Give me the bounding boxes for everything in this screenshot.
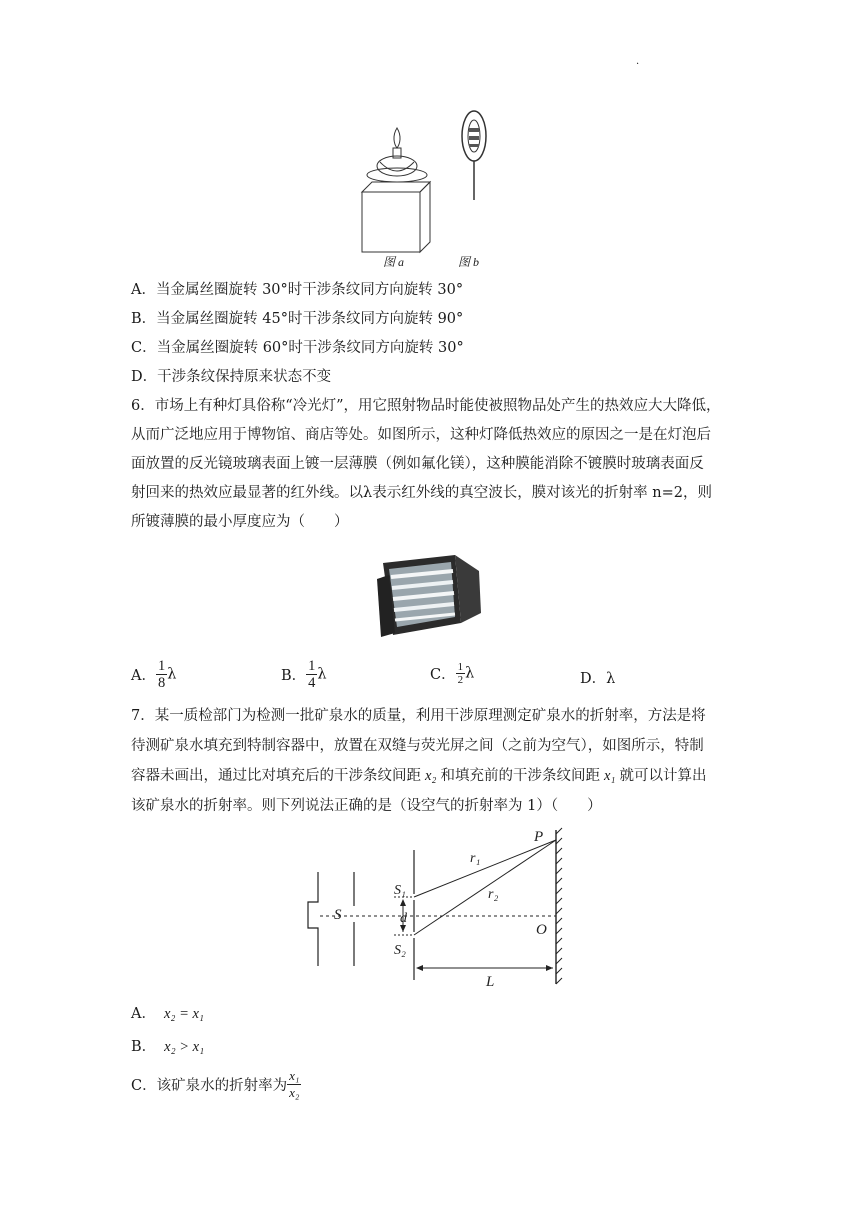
label-O: O [536, 922, 547, 938]
cold-light-lamp-image [375, 553, 485, 641]
q6-option-c-den: 2 [457, 674, 464, 686]
q7-option-b [131, 1037, 204, 1057]
q6-option-b-suffix: λ [317, 666, 327, 683]
q6-option-c-suffix: λ [465, 665, 475, 682]
figure-ab-drawing [340, 100, 520, 272]
figure-b-caption: 图 b [458, 255, 480, 269]
q7-option-c-fraction [287, 1068, 301, 1101]
q5-option-c: C．当金属丝圈旋转 60°时干涉条纹同方向旋转 30° [131, 340, 464, 356]
q6-option-a-label: A． [131, 668, 156, 684]
q6-line-5: 所镀薄膜的最小厚度应为（ ） [131, 514, 349, 530]
q6-line-4: 射回来的热效应最显著的红外线。以λ表示红外线的真空波长，膜对该光的折射率 n=2，则 [131, 485, 713, 501]
q6-option-a-num: 1 [157, 658, 166, 674]
q7-option-a-expr: x₂ = x₁ [163, 1006, 204, 1022]
q7-option-c-num: x₁ [289, 1068, 300, 1083]
q6-option-d-label: D． [580, 671, 607, 687]
double-slit-diagram [290, 824, 580, 994]
q7-option-a [131, 1004, 204, 1024]
q7-x2: x₂ [425, 768, 437, 784]
q7-option-b-expr: x₂ > x₁ [164, 1039, 205, 1055]
q7-option-c-text: 该矿泉水的折射率为 [156, 1078, 288, 1094]
label-L: L [486, 974, 495, 990]
label-d: d [400, 911, 407, 926]
q7-option-c-den: x₂ [289, 1085, 300, 1100]
label-S: S [334, 907, 342, 923]
q7-option-c [131, 1068, 301, 1101]
q7-line-3c: 就可以计算出 [619, 768, 707, 784]
label-r2: r₂ [488, 887, 499, 902]
q6-line-2: 从而广泛地应用于博物馆、商店等处。如图所示，这种灯降低热效应的原因之一是在灯泡后 [131, 427, 711, 443]
q7-line-3b: 和填充前的干涉条纹间距 [440, 768, 600, 784]
q6-option-a-fraction [156, 658, 167, 691]
q6-line-3: 面放置的反光镜玻璃表面上镀一层薄膜（例如氟化镁），这种膜能消除不镀膜时玻璃表面反 [131, 456, 704, 472]
q6-option-c [430, 661, 474, 686]
q6-option-b-num: 1 [308, 658, 316, 674]
q7-line-3 [131, 766, 706, 786]
q7-line-2: 待测矿泉水填充到特制容器中，放置在双缝与荧光屏之间（之前为空气），如图所示，特制 [131, 738, 704, 754]
q5-option-b: B．当金属丝圈旋转 45°时干涉条纹同方向旋转 90° [131, 311, 464, 327]
q7-x1: x₁ [603, 768, 616, 784]
q7-line-3a: 容器未画出，通过比对填充后的干涉条纹间距 [131, 768, 421, 784]
q6-option-b-label: B． [281, 668, 307, 684]
q7-line-1: 7．某一质检部门为检测一批矿泉水的质量，利用干涉原理测定矿泉水的折射率，方法是将 [131, 708, 706, 724]
q6-option-d [580, 667, 615, 688]
q7-line-4: 该矿泉水的折射率。则下列说法正确的是（设空气的折射率为 1）（ ） [131, 798, 602, 814]
q7-option-a-label: A． [131, 1006, 156, 1022]
label-S2: S₂ [394, 943, 406, 958]
q5-option-d: D．干涉条纹保持原来状态不变 [131, 369, 332, 385]
label-r1: r₁ [470, 851, 481, 866]
label-P: P [534, 829, 544, 845]
page-mark: . [636, 56, 640, 67]
q7-option-b-label: B． [131, 1039, 157, 1055]
q6-option-a-den: 8 [157, 675, 166, 691]
q6-option-c-fraction [456, 661, 466, 686]
q6-option-c-num: 1 [457, 661, 464, 673]
q7-option-c-label: C． [131, 1078, 157, 1094]
q6-option-b-den: 4 [308, 675, 316, 691]
q6-option-a-suffix: λ [167, 666, 177, 683]
q6-option-d-text: λ [606, 671, 616, 687]
label-S1: S₁ [394, 883, 406, 898]
q6-option-a [131, 658, 176, 691]
figure-ab [340, 100, 520, 272]
q6-option-c-label: C． [430, 667, 456, 683]
figure-a-caption: 图 a [383, 255, 405, 269]
q6-line-1: 6．市场上有种灯具俗称“冷光灯”，用它照射物品时能使被照物品处产生的热效应大大降低， [131, 398, 721, 414]
q6-option-b-fraction [306, 658, 317, 691]
q5-option-a: A．当金属丝圈旋转 30°时干涉条纹同方向旋转 30° [131, 282, 464, 298]
q6-option-b [281, 658, 327, 691]
